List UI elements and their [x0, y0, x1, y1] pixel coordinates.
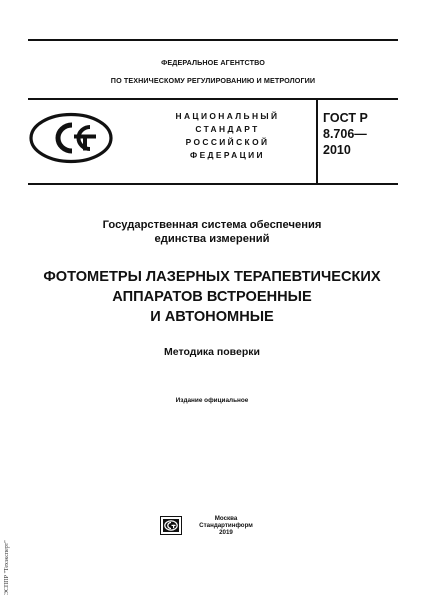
document-subtitle: Методика поверки	[164, 346, 260, 358]
standard-type-line-3: РОССИЙСКОЙ	[185, 137, 270, 147]
gost-emblem-icon	[28, 112, 114, 164]
series-line-2: единства измерений	[154, 233, 270, 245]
designation-line-2: 8.706—	[323, 127, 367, 141]
standard-type-line-4: ФЕДЕРАЦИИ	[190, 150, 265, 160]
standard-type-line-1: НАЦИОНАЛЬНЫЙ	[175, 111, 280, 121]
publisher-year: 2019	[219, 529, 233, 536]
top-rule	[28, 39, 398, 41]
publisher-name: Стандартинформ	[199, 522, 253, 529]
document-title-line-1: ФОТОМЕТРЫ ЛАЗЕРНЫХ ТЕРАПЕВТИЧЕСКИХ	[43, 269, 381, 285]
standartinform-logo-icon	[160, 516, 182, 535]
banner-divider	[316, 99, 318, 183]
edition-note: Издание официальное	[175, 397, 249, 404]
designation-line-3: 2010	[323, 143, 351, 157]
designation-line-1: ГОСТ Р	[323, 111, 368, 125]
agency-line-1: ФЕДЕРАЛЬНОЕ АГЕНТСТВО	[161, 58, 265, 67]
publisher-city: Москва	[214, 515, 238, 522]
banner-top-rule	[28, 98, 398, 100]
side-watermark-text: ЭСППР "Техэксперт"	[4, 540, 10, 595]
series-line-1: Государственная система обеспечения	[102, 219, 322, 231]
agency-line-2: ПО ТЕХНИЧЕСКОМУ РЕГУЛИРОВАНИЮ И МЕТРОЛОГИИ	[110, 76, 316, 85]
standard-type-line-2: СТАНДАРТ	[195, 124, 260, 134]
side-watermark	[2, 505, 12, 595]
document-title-line-3: И АВТОНОМНЫЕ	[150, 309, 274, 325]
banner-bottom-rule	[28, 183, 398, 185]
document-title-line-2: АППАРАТОВ ВСТРОЕННЫЕ	[112, 289, 312, 305]
